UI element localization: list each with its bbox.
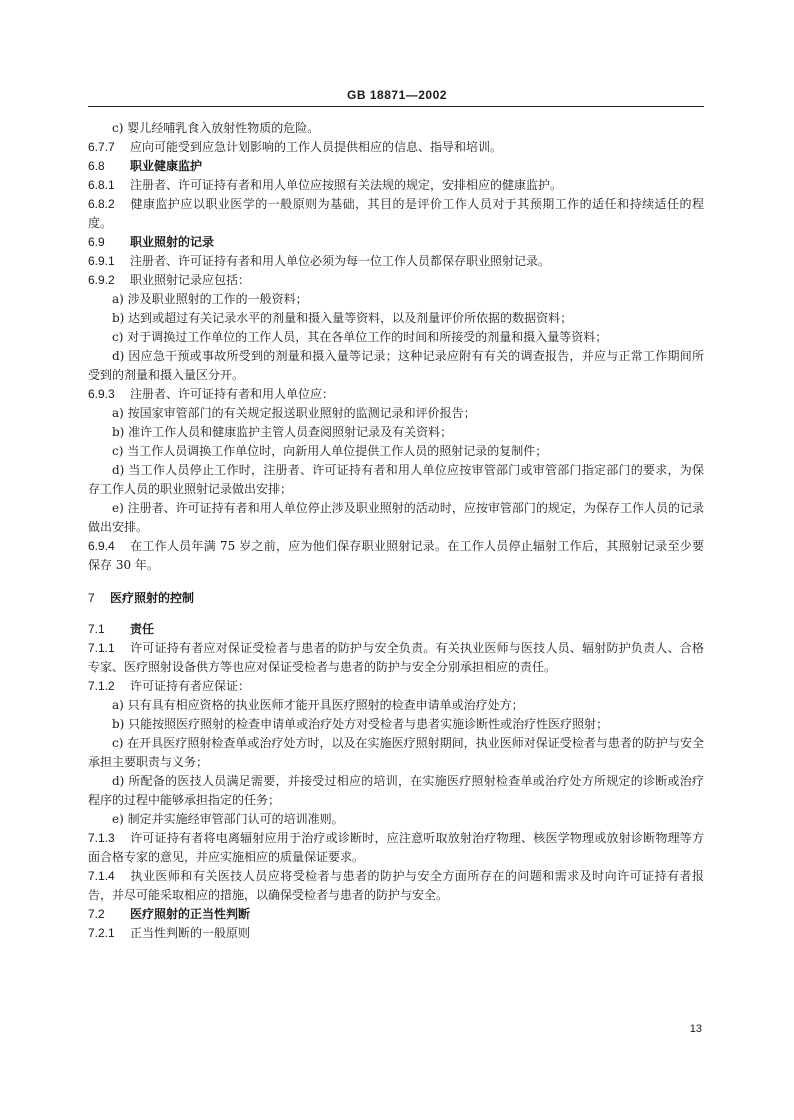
list-item xyxy=(88,696,704,715)
clause-paragraph xyxy=(88,385,704,404)
clause-text: 执业医师和有关医技人员应将受检者与患者的防护与安全方面所存在的问题和需求及时向许可证持有者报告，并尽可能采取相应的措施，以确保受检者与患者的防护与安全。 xyxy=(88,869,704,902)
clause-text: 注册者、许可证持有者和用人单位应： xyxy=(130,387,335,401)
list-item-text: c) 在开具医疗照射检查单或治疗处方时，以及在实施医疗照射期间，执业医师对保证受检者与患者的防护与安全承担主要职责与义务； xyxy=(88,736,704,769)
clause-number: 6.9.2 xyxy=(88,273,115,287)
clause-number: 6.9.4 xyxy=(88,539,115,553)
clause-number: 7.2.1 xyxy=(88,926,115,940)
list-item xyxy=(88,442,704,461)
list-item-text: b) 准许工作人员和健康监护主管人员查阅照射记录及有关资料； xyxy=(112,425,453,439)
clause-number: 7.1 xyxy=(88,622,105,636)
clause-paragraph xyxy=(88,252,704,271)
list-item-text: e) 制定并实施经审管部门认可的培训准则。 xyxy=(112,812,344,826)
clause-text: 在工作人员年满 75 岁之前，应为他们保存职业照射记录。在工作人员停止辐射工作后，其照射记录至少要保存 30 年。 xyxy=(88,539,704,572)
list-item-text: d) 当工作人员停止工作时，注册者、许可证持有者和用人单位应按审管部门或审管部门指定部门的要求，为保存工作人员的职业照射记录做出安排； xyxy=(88,463,704,496)
clause-text: 许可证持有者将电离辐射应用于治疗或诊断时，应注意听取放射治疗物理、核医学物理或放射诊断物理等方面合格专家的意见，并应实施相应的质量保证要求。 xyxy=(88,831,704,864)
clause-text: 医疗照射的控制 xyxy=(110,591,195,605)
section-heading xyxy=(88,589,704,608)
header-rule xyxy=(88,106,704,107)
clause-heading xyxy=(88,620,704,639)
clause-text: 许可证持有者应保证： xyxy=(130,679,251,693)
list-item xyxy=(88,461,704,499)
clause-text: 应向可能受到应急计划影响的工作人员提供相应的信息、指导和培训。 xyxy=(130,140,503,154)
clause-number: 7.2 xyxy=(88,907,105,921)
clause-text: 健康监护应以职业医学的一般原则为基础，其目的是评价工作人员对于其预期工作的适任和持续适任的程度。 xyxy=(88,197,704,230)
standard-code-header: GB 18871—2002 xyxy=(347,88,447,102)
list-item-text: d) 因应急干预或事故所受到的剂量和摄入量等记录；这种记录应附有有关的调查报告，并应与正常工作期间所受到的剂量和摄入量区分开。 xyxy=(88,349,704,382)
list-item-text: a) 按国家审管部门的有关规定报送职业照射的监测记录和评价报告； xyxy=(112,406,476,420)
list-item xyxy=(88,810,704,829)
clause-heading xyxy=(88,233,704,252)
clause-paragraph xyxy=(88,867,704,905)
clause-paragraph xyxy=(88,537,704,575)
clause-text: 医疗照射的正当性判断 xyxy=(130,907,251,921)
list-item xyxy=(88,423,704,442)
page-number: 13 xyxy=(689,1023,702,1035)
clause-paragraph xyxy=(88,639,704,677)
list-item xyxy=(88,347,704,385)
clause-number: 6.9 xyxy=(88,235,105,249)
list-item xyxy=(88,290,704,309)
list-item xyxy=(88,328,704,347)
clause-heading xyxy=(88,905,704,924)
clause-paragraph xyxy=(88,677,704,696)
clause-text: 职业照射记录应包括： xyxy=(130,273,251,287)
clause-paragraph xyxy=(88,195,704,233)
clause-number: 6.9.3 xyxy=(88,387,115,401)
list-item-text: d) 所配备的医技人员满足需要，并接受过相应的培训，在实施医疗照射检查单或治疗处方所规定的诊断或治疗程序的过程中能够承担指定的任务； xyxy=(88,774,704,807)
list-item xyxy=(88,119,704,138)
clause-paragraph xyxy=(88,829,704,867)
clause-number: 6.9.1 xyxy=(88,254,115,268)
clause-text: 正当性判断的一般原则 xyxy=(130,926,251,940)
clause-text: 注册者、许可证持有者和用人单位应按照有关法规的规定，安排相应的健康监护。 xyxy=(130,178,563,192)
clause-text: 职业照射的记录 xyxy=(130,235,215,249)
list-item xyxy=(88,309,704,328)
list-item xyxy=(88,404,704,423)
list-item xyxy=(88,715,704,734)
clause-number: 7.1.1 xyxy=(88,641,115,655)
list-item-text: a) 涉及职业照射的工作的一般资料； xyxy=(112,292,308,306)
list-item xyxy=(88,734,704,772)
list-item-text: c) 当工作人员调换工作单位时，向新用人单位提供工作人员的照射记录的复制件； xyxy=(112,444,548,458)
clause-number: 7.1.4 xyxy=(88,869,115,883)
clause-paragraph xyxy=(88,271,704,290)
clause-number: 7 xyxy=(88,591,95,605)
list-item-text: b) 达到或超过有关记录水平的剂量和摄入量等资料，以及剂量评价所依据的数据资料； xyxy=(112,311,573,325)
clause-text: 责任 xyxy=(130,622,155,636)
clause-number: 7.1.3 xyxy=(88,831,115,845)
clause-text: 注册者、许可证持有者和用人单位必须为每一位工作人员都保存职业照射记录。 xyxy=(130,254,551,268)
clause-number: 6.7.7 xyxy=(88,140,115,154)
list-item-text: e) 注册者、许可证持有者和用人单位停止涉及职业照射的活动时，应按审管部门的规定，为保存工作人员的记录做出安排。 xyxy=(88,501,704,534)
list-item-text: a) 只有具有相应资格的执业医师才能开具医疗照射的检查申请单或治疗处方； xyxy=(112,698,524,712)
list-item-text: c) 对于调换过工作单位的工作人员，其在各单位工作的时间和所接受的剂量和摄入量等资料； xyxy=(112,330,608,344)
clause-paragraph xyxy=(88,924,704,943)
clause-text: 许可证持有者应对保证受检者与患者的防护与安全负责。有关执业医师与医技人员、辐射防护负责人、合格专家、医疗照射设备供方等也应对保证受检者与患者的防护与安全分别承担相应的责任。 xyxy=(88,641,704,674)
clause-number: 6.8.2 xyxy=(88,197,115,211)
clause-heading xyxy=(88,157,704,176)
clause-text: 职业健康监护 xyxy=(130,159,203,173)
clause-number: 6.8 xyxy=(88,159,105,173)
document-body xyxy=(88,119,704,943)
list-item-text: c) 婴儿经哺乳食入放射性物质的危险。 xyxy=(112,121,320,135)
clause-number: 7.1.2 xyxy=(88,679,115,693)
clause-paragraph xyxy=(88,138,704,157)
list-item-text: b) 只能按照医疗照射的检查申请单或治疗处方对受检者与患者实施诊断性或治疗性医疗照射； xyxy=(112,717,609,731)
list-item xyxy=(88,772,704,810)
list-item xyxy=(88,499,704,537)
clause-number: 6.8.1 xyxy=(88,178,115,192)
clause-paragraph xyxy=(88,176,704,195)
